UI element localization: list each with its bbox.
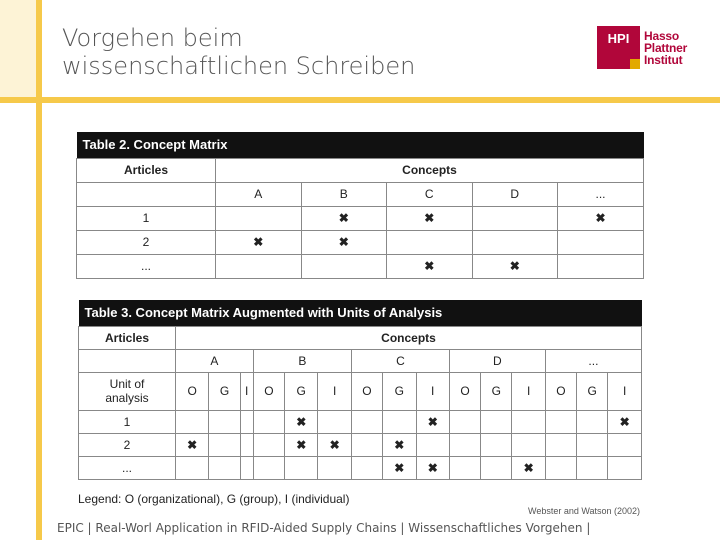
logo-line-2: Plattner bbox=[644, 40, 688, 55]
table3-cell bbox=[449, 433, 480, 456]
unit-o: O bbox=[176, 372, 209, 410]
table-row bbox=[79, 433, 642, 456]
table3-cell bbox=[351, 410, 382, 433]
table3-cell bbox=[209, 433, 240, 456]
table2-cell bbox=[301, 254, 387, 278]
table2-concept: ... bbox=[558, 182, 644, 206]
table3-cell bbox=[545, 456, 576, 479]
table2-concept: A bbox=[216, 182, 302, 206]
table3-cell bbox=[481, 410, 512, 433]
unit-o: O bbox=[351, 372, 382, 410]
table2-cell bbox=[216, 206, 302, 230]
table3-cell bbox=[240, 456, 253, 479]
table3-cell bbox=[209, 456, 240, 479]
table2-article: 2 bbox=[77, 230, 216, 254]
table2-article: 1 bbox=[77, 206, 216, 230]
table3-cell bbox=[240, 410, 253, 433]
unit-label-line-2: analysis bbox=[105, 391, 149, 405]
table3-concepts-row bbox=[79, 349, 642, 372]
hpi-logo-box: HPI bbox=[597, 26, 640, 69]
table3-cell bbox=[545, 410, 576, 433]
table3-cell: ✖ bbox=[285, 410, 318, 433]
table-row bbox=[77, 206, 644, 230]
table3-cell bbox=[383, 410, 416, 433]
table3-cell bbox=[318, 410, 351, 433]
table3-cell bbox=[512, 410, 545, 433]
table2-concepts-header: Concepts bbox=[216, 158, 644, 182]
table3-cell bbox=[240, 433, 253, 456]
table3-cell: ✖ bbox=[176, 433, 209, 456]
table3-cell bbox=[285, 456, 318, 479]
table3-cell bbox=[351, 456, 382, 479]
table3-concept: B bbox=[253, 349, 351, 372]
table-row bbox=[77, 254, 644, 278]
table3-cell bbox=[608, 456, 642, 479]
slide-footer: EPIC | Real-Worl Application in RFID-Aided Supply Chains | Wissenschaftliches Vorgehen | bbox=[57, 521, 591, 535]
table2-cell: ✖ bbox=[216, 230, 302, 254]
unit-o: O bbox=[253, 372, 284, 410]
table3-cell: ✖ bbox=[608, 410, 642, 433]
hpi-logo-text bbox=[644, 30, 687, 66]
table2-cell: ✖ bbox=[387, 254, 473, 278]
table2-cell: ✖ bbox=[301, 230, 387, 254]
table2-cell: ✖ bbox=[558, 206, 644, 230]
unit-o: O bbox=[449, 372, 480, 410]
table2-cell bbox=[558, 230, 644, 254]
table3-concept: ... bbox=[545, 349, 641, 372]
table3-cell bbox=[176, 410, 209, 433]
table2-concept: B bbox=[301, 182, 387, 206]
slide-title bbox=[62, 24, 415, 80]
table3-cell bbox=[351, 433, 382, 456]
unit-i: I bbox=[416, 372, 449, 410]
table2-cell: ✖ bbox=[472, 254, 558, 278]
table3-cell: ✖ bbox=[512, 456, 545, 479]
table3-cell bbox=[416, 433, 449, 456]
table2-cell bbox=[216, 254, 302, 278]
table3-cell bbox=[253, 410, 284, 433]
unit-g: G bbox=[383, 372, 416, 410]
table3-cell bbox=[449, 456, 480, 479]
unit-i: I bbox=[608, 372, 642, 410]
hpi-logo bbox=[597, 26, 687, 69]
table3-cell bbox=[545, 433, 576, 456]
unit-i: I bbox=[240, 372, 253, 410]
table3-cell bbox=[176, 456, 209, 479]
table3-legend: Legend: O (organizational), G (group), I (individual) bbox=[78, 492, 350, 506]
unit-label-line-1: Unit of bbox=[109, 377, 145, 391]
vertical-accent-bar bbox=[36, 0, 42, 540]
unit-g: G bbox=[285, 372, 318, 410]
header-left-panel bbox=[0, 0, 36, 97]
table-row bbox=[79, 410, 642, 433]
table3-cell bbox=[253, 433, 284, 456]
unit-o: O bbox=[545, 372, 576, 410]
unit-of-analysis-label bbox=[79, 372, 176, 410]
unit-g: G bbox=[481, 372, 512, 410]
source-citation: Webster and Watson (2002) bbox=[528, 506, 641, 516]
logo-line-1: Hasso bbox=[644, 28, 680, 43]
table2-caption: Table 2. Concept Matrix bbox=[77, 132, 644, 158]
table3-article: ... bbox=[79, 456, 176, 479]
table3-concept: D bbox=[449, 349, 545, 372]
table3-article: 2 bbox=[79, 433, 176, 456]
table3-cell bbox=[577, 410, 608, 433]
logo-line-3: Institut bbox=[644, 52, 683, 67]
table2-cell bbox=[472, 230, 558, 254]
unit-g: G bbox=[209, 372, 240, 410]
table2-concept: D bbox=[472, 182, 558, 206]
table2-articles-header: Articles bbox=[77, 158, 216, 182]
table3-cell bbox=[481, 456, 512, 479]
table3-concepts-header: Concepts bbox=[176, 326, 642, 349]
table3-cell: ✖ bbox=[416, 410, 449, 433]
unit-g: G bbox=[577, 372, 608, 410]
title-line-1: Vorgehen beim bbox=[62, 24, 243, 52]
table2-cell: ✖ bbox=[387, 206, 473, 230]
table3-concept: C bbox=[351, 349, 449, 372]
table3-concept: A bbox=[176, 349, 254, 372]
table2-concept: C bbox=[387, 182, 473, 206]
augmented-concept-matrix-table bbox=[78, 300, 642, 480]
table3-cell: ✖ bbox=[416, 456, 449, 479]
table3-cell: ✖ bbox=[318, 433, 351, 456]
table-row bbox=[79, 456, 642, 479]
table2-concepts-row bbox=[77, 182, 644, 206]
table2-cell: ✖ bbox=[301, 206, 387, 230]
table3-units-row bbox=[79, 372, 642, 410]
title-line-2: wissenschaftlichen Schreiben bbox=[62, 52, 416, 80]
table3-cell bbox=[209, 410, 240, 433]
unit-i: I bbox=[512, 372, 545, 410]
unit-i: I bbox=[318, 372, 351, 410]
table3-cell bbox=[253, 456, 284, 479]
table2-cell bbox=[558, 254, 644, 278]
table3-cell: ✖ bbox=[383, 456, 416, 479]
table3-cell bbox=[449, 410, 480, 433]
horizontal-accent-bar bbox=[0, 97, 720, 103]
table-row bbox=[77, 230, 644, 254]
table2-cell bbox=[472, 206, 558, 230]
table2-cell bbox=[387, 230, 473, 254]
table3-caption: Table 3. Concept Matrix Augmented with Units of Analysis bbox=[79, 300, 642, 326]
table3-cell bbox=[608, 433, 642, 456]
concept-matrix-table bbox=[76, 132, 644, 279]
table3-cell bbox=[577, 433, 608, 456]
table3-cell bbox=[577, 456, 608, 479]
table3-cell: ✖ bbox=[383, 433, 416, 456]
table3-articles-header: Articles bbox=[79, 326, 176, 349]
table2-article: ... bbox=[77, 254, 216, 278]
table3-cell bbox=[318, 456, 351, 479]
table3-article: 1 bbox=[79, 410, 176, 433]
table3-cell bbox=[512, 433, 545, 456]
table3-cell: ✖ bbox=[285, 433, 318, 456]
table3-cell bbox=[481, 433, 512, 456]
